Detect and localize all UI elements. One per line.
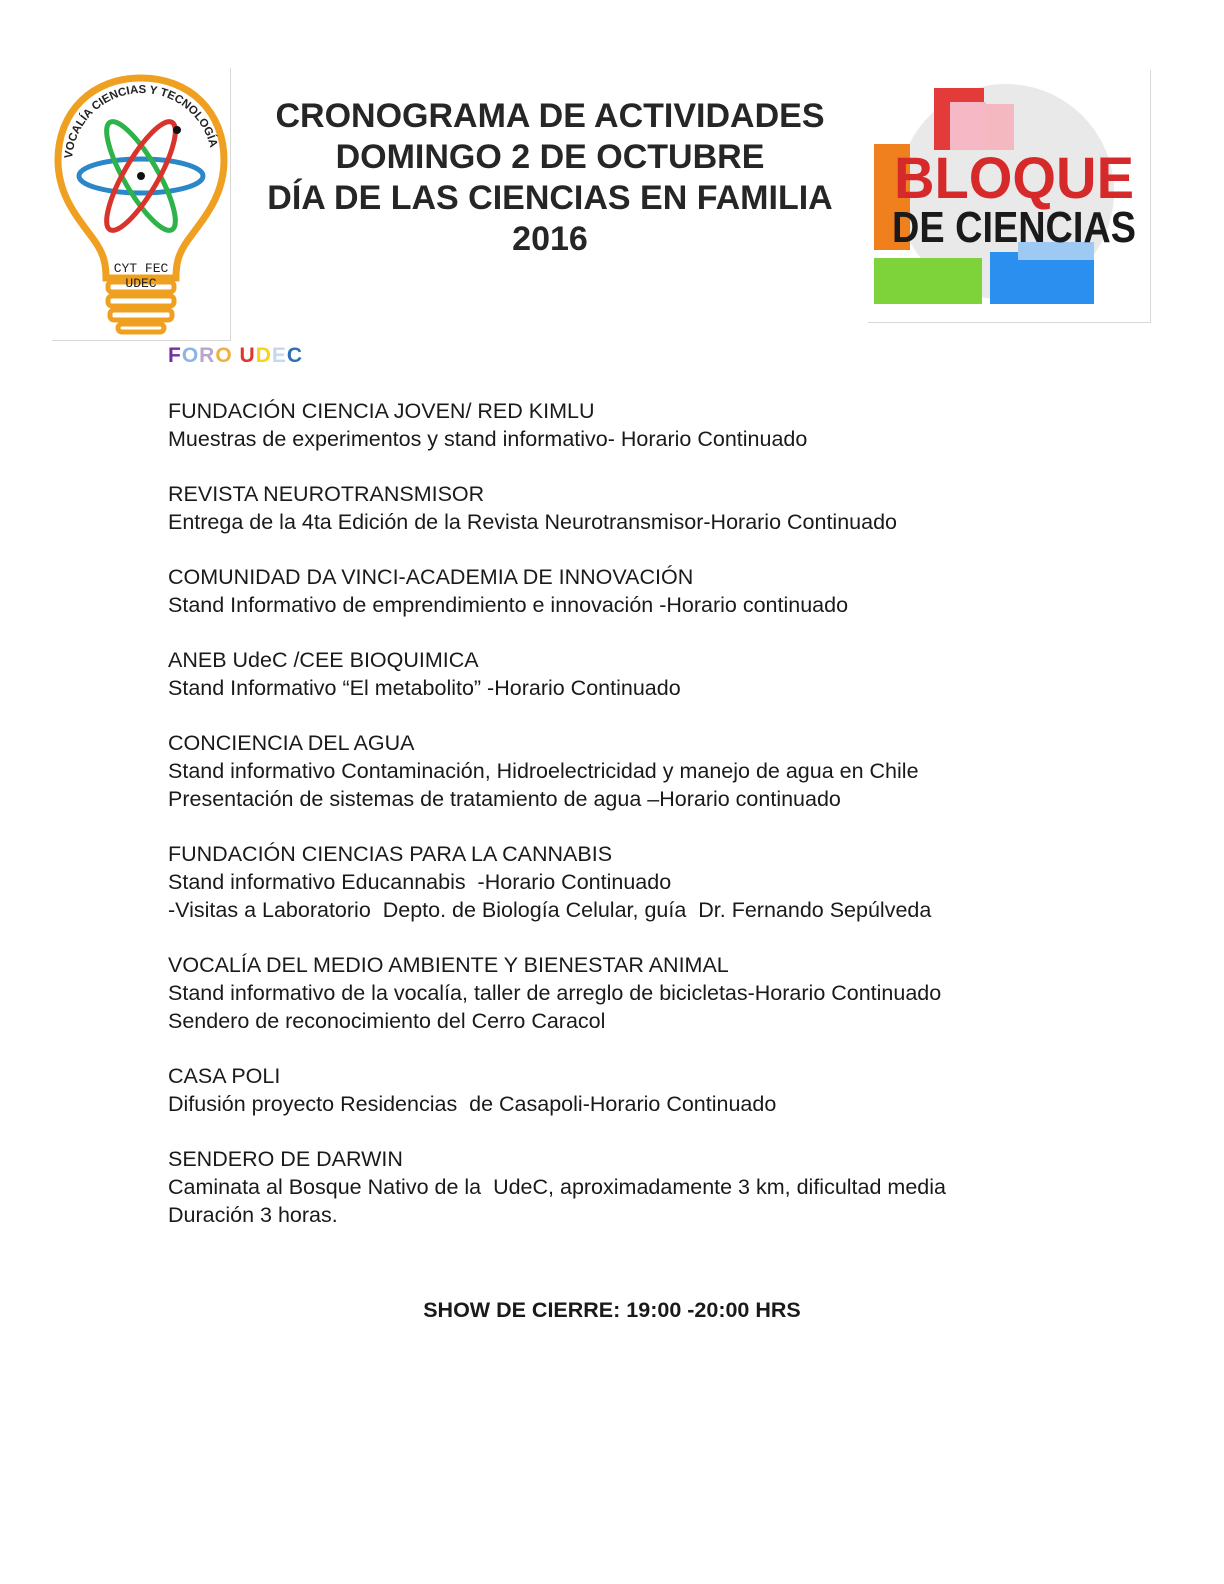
foro-letter: U — [239, 344, 256, 367]
foro-udec-heading — [168, 344, 303, 368]
foro-letter: C — [286, 344, 304, 367]
activity-description: Caminata al Bosque Nativo de la UdeC, aproximadamente 3 km, dificultad media — [168, 1175, 946, 1199]
activity-section — [168, 397, 1068, 453]
activity-description: Stand informativo Educannabis -Horario Continuado — [168, 870, 672, 894]
activity-section — [168, 951, 1068, 1035]
bloque-de-ciencias-icon — [868, 70, 1150, 322]
lightbulb-atom-icon — [52, 68, 230, 340]
logo-text-udec: UDEC — [125, 276, 157, 291]
activity-title: FUNDACIÓN CIENCIAS PARA LA CANNABIS — [168, 842, 613, 866]
logo-text-cyt: CYT FEC — [113, 261, 169, 276]
activity-section — [168, 840, 1068, 924]
activity-description: Stand Informativo “El metabolito” -Horario Continuado — [168, 676, 681, 700]
activity-title: CASA POLI — [168, 1064, 281, 1088]
activity-title: CONCIENCIA DEL AGUA — [168, 731, 415, 755]
activity-schedule — [168, 397, 1068, 1256]
title-line-3: DÍA DE LAS CIENCIAS EN FAMILIA — [267, 179, 833, 217]
activity-section — [168, 1062, 1068, 1118]
activity-title: VOCALÍA DEL MEDIO AMBIENTE Y BIENESTAR ANIMAL — [168, 953, 729, 977]
foro-letter: D — [255, 344, 272, 367]
logo-arc-text: VOCALÍA CIENCIAS Y TECNOLOGÍA — [63, 83, 220, 160]
activity-description: Difusión proyecto Residencias de Casapoli-Horario Continuado — [168, 1092, 777, 1116]
activity-title: FUNDACIÓN CIENCIA JOVEN/ RED KIMLU — [168, 399, 595, 423]
foro-letter: O — [215, 344, 233, 367]
logo-text-de-ciencias: DE CIENCIAS — [892, 203, 1136, 252]
activity-description: Sendero de reconocimiento del Cerro Caracol — [168, 1009, 606, 1033]
logo-text-bloque: BLOQUE — [894, 146, 1134, 211]
activity-title: REVISTA NEUROTRANSMISOR — [168, 482, 485, 506]
title-line-1: CRONOGRAMA DE ACTIVIDADES — [275, 97, 825, 135]
activity-description: Presentación de sistemas de tratamiento de agua –Horario continuado — [168, 787, 841, 811]
activity-title: ANEB UdeC /CEE BIOQUIMICA — [168, 648, 479, 672]
activity-description: Muestras de experimentos y stand informativo- Horario Continuado — [168, 427, 808, 451]
foro-letter: O — [181, 344, 200, 367]
activity-description: Stand Informativo de emprendimiento e innovación -Horario continuado — [168, 593, 849, 617]
activity-description: Stand informativo de la vocalía, taller de arreglo de bicicletas-Horario Continuado — [168, 981, 942, 1005]
page-title — [240, 96, 860, 260]
activity-description: Stand informativo Contaminación, Hidroelectricidad y manejo de agua en Chile — [168, 759, 919, 783]
activity-section — [168, 646, 1068, 702]
activity-section — [168, 480, 1068, 536]
bloque-de-ciencias-logo — [868, 70, 1151, 323]
activity-title: COMUNIDAD DA VINCI-ACADEMIA DE INNOVACIÓN — [168, 565, 694, 589]
activity-description: -Visitas a Laboratorio Depto. de Biología Celular, guía Dr. Fernando Sepúlveda — [168, 898, 932, 922]
foro-letter: F — [168, 344, 182, 367]
activity-title: SENDERO DE DARWIN — [168, 1147, 403, 1171]
foro-letter: E — [271, 344, 287, 367]
activity-description: Entrega de la 4ta Edición de la Revista Neurotransmisor-Horario Continuado — [168, 510, 897, 534]
closing-show: SHOW DE CIERRE: 19:00 -20:00 HRS — [423, 1298, 801, 1322]
activity-section — [168, 1145, 1068, 1229]
activity-section — [168, 563, 1068, 619]
vocalia-ciencias-logo — [52, 68, 231, 341]
foro-letter — [233, 344, 240, 367]
foro-letter: R — [199, 344, 216, 367]
activity-description: Duración 3 horas. — [168, 1203, 338, 1227]
title-line-2: DOMINGO 2 DE OCTUBRE — [335, 138, 765, 176]
title-line-4: 2016 — [512, 220, 588, 258]
activity-section — [168, 729, 1068, 813]
